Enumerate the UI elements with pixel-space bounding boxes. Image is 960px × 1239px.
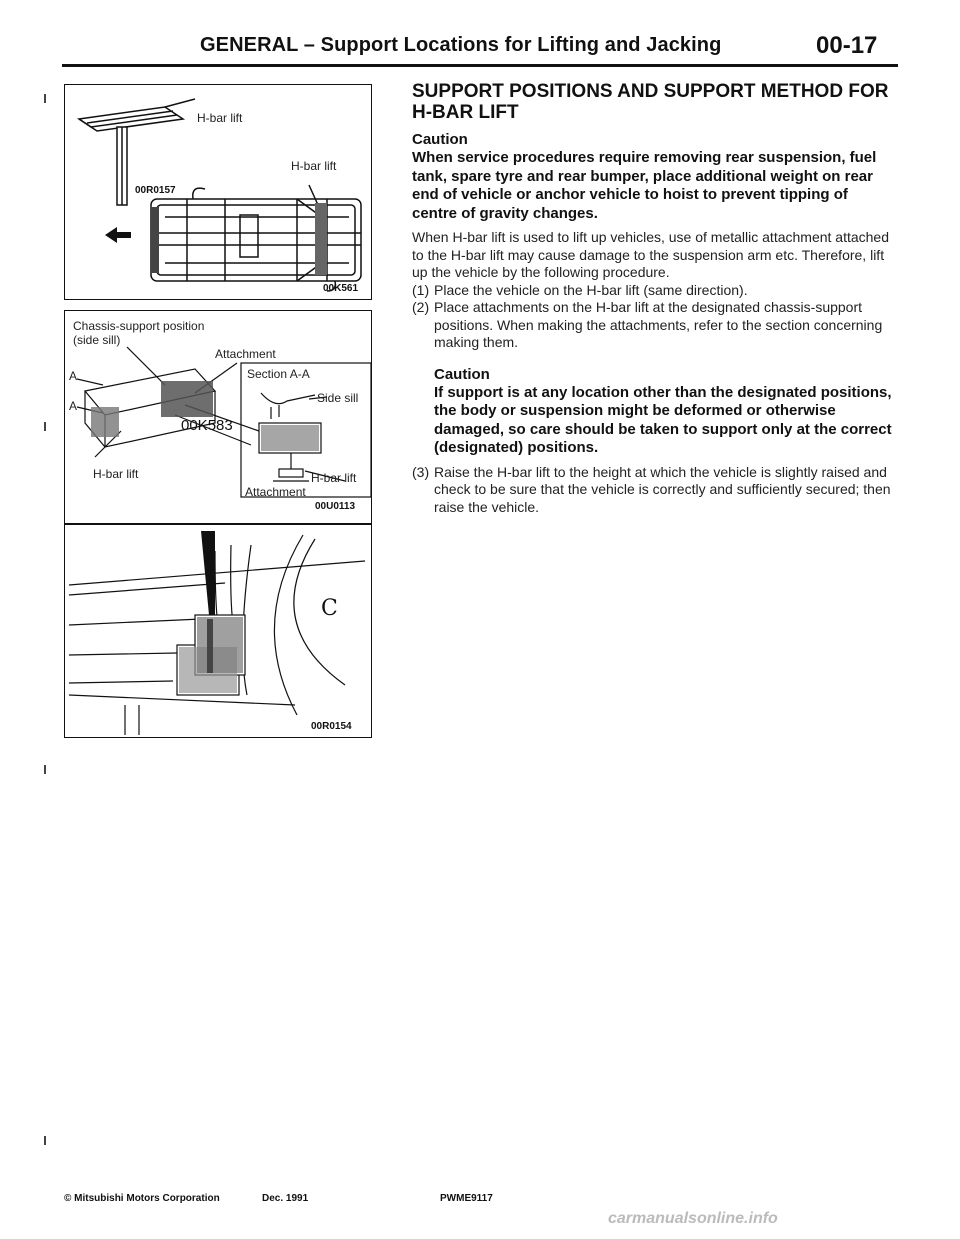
figure1-label-hbar-lift-right: H-bar lift <box>291 159 337 173</box>
page-header-title: GENERAL – Support Locations for Lifting and Jacking <box>200 34 722 56</box>
figure2-label-side-sill: (side sill) <box>73 333 121 347</box>
caution-heading: Caution <box>434 365 490 383</box>
step-text: Place the vehicle on the H-bar lift (same direction). <box>434 281 748 298</box>
main-text-column <box>412 81 892 516</box>
figure2-label-hbar-lift-left: H-bar lift <box>93 467 139 481</box>
caution-body: If support is at any location other than the designated positions, the body or suspension might be deformed or otherwise damaged, so care should be taken to support only at the correct (designated) positions. <box>434 383 892 456</box>
footer-date: Dec. 1991 <box>262 1193 309 1204</box>
figure2-label-section-aa: Section A-A <box>247 367 310 381</box>
intro-paragraph: When H-bar lift is used to lift up vehicles, use of metallic attachment attached to the H-bar lift may cause damage to the suspension arm etc. Therefore, lift up the vehicle by the following procedure. <box>412 229 890 280</box>
figure1-inset-code: 00R0157 <box>135 185 176 196</box>
figure-attachment-detail-drawing <box>65 525 372 738</box>
procedure-step <box>412 299 892 352</box>
binding-mark <box>44 422 46 431</box>
step-text: Place attachments on the H-bar lift at the designated chassis-support positions. When making the attachments, refer to the section concerning making them. <box>434 299 883 350</box>
procedure-step <box>412 464 892 517</box>
figure2-label-side-sill-section: Side sill <box>317 391 359 405</box>
figure2-label-hbar-lift-section: H-bar lift <box>311 471 357 485</box>
procedure-step <box>412 282 892 300</box>
section-title: SUPPORT POSITIONS AND SUPPORT METHOD FOR H-BAR LIFT <box>412 81 889 123</box>
figure2-label-attachment-section: Attachment <box>245 485 306 499</box>
inner-caution <box>434 366 892 458</box>
step-number: (3) <box>412 463 430 480</box>
page-number: 00-17 <box>816 32 878 59</box>
footer-code: PWME9117 <box>440 1193 493 1204</box>
step-text: Raise the H-bar lift to the height at which the vehicle is slightly raised and check to be sure that the vehicle is correctly and sufficiently secured; then raise the vehicle. <box>434 463 891 515</box>
procedure-steps <box>412 282 892 352</box>
footer-copyright: © Mitsubishi Motors Corporation <box>64 1193 220 1204</box>
figure2-label-a-lower: A <box>69 399 78 413</box>
figure2-label-a-upper: A <box>69 369 78 383</box>
caution-heading: Caution <box>412 131 468 148</box>
step-number: (1) <box>412 281 430 298</box>
figure2-label-attachment: Attachment <box>215 347 276 361</box>
figure2-code-section: 00U0113 <box>315 501 356 512</box>
procedure-steps <box>412 464 892 517</box>
figure2-code-left: 00K583 <box>181 417 233 434</box>
header-rule <box>62 64 898 67</box>
figure2-label-chassis-support: Chassis-support position <box>73 319 205 333</box>
figure1-label-hbar-lift-top: H-bar lift <box>197 111 243 125</box>
figure-hbar-lift-overview <box>64 84 372 300</box>
binding-mark <box>44 765 46 774</box>
figure-chassis-support <box>64 310 372 524</box>
figure3-code: 00R0154 <box>311 721 352 732</box>
step-number: (2) <box>412 299 430 315</box>
caution-body: When service procedures require removing rear suspension, fuel tank, spare tyre and rear bumper, place additional weight on rear end of vehicle or anchor vehicle to hoist to prevent tipping of centre of gravity changes. <box>412 149 877 222</box>
binding-mark <box>44 94 46 103</box>
figure-attachment-detail <box>64 524 372 738</box>
figure1-code: 00K561 <box>323 283 359 294</box>
binding-mark <box>44 1136 46 1145</box>
svg-text:C: C <box>321 596 338 621</box>
watermark-text: carmanualsonline.info <box>608 1210 778 1227</box>
